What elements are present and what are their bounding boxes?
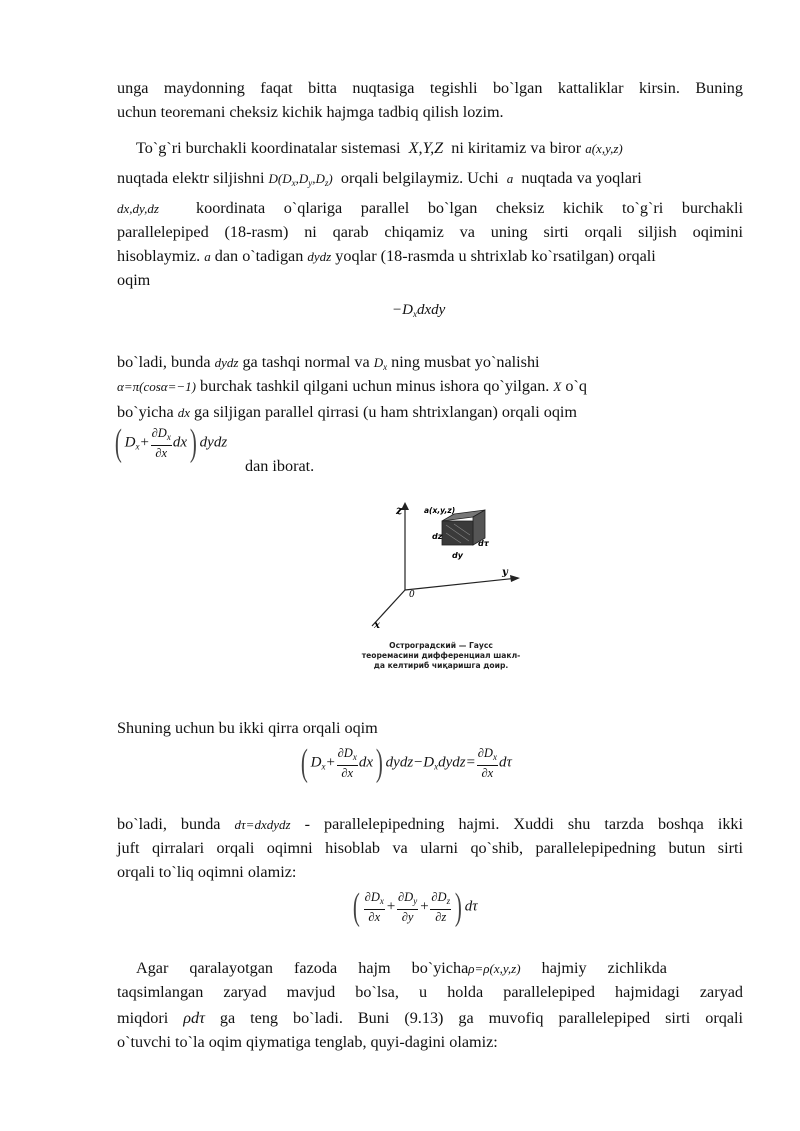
text-line: o`tuvchi to`la oqim qiymatiga tenglab, quyi-dagini olamiz: (117, 1033, 498, 1051)
origin-label: 0 (409, 590, 415, 600)
text-line: hisoblaymiz. a dan o`tadigan dydz yoqlar (18-rasmda u shtrixlab ko`rsatilgan) orqali (117, 247, 656, 265)
dtau-label: dτ (478, 539, 489, 548)
text-line: parallelepiped (18-rasm) ni qarab chiqamiz va uning sirti orqali siljish oqimini (117, 223, 743, 241)
dy-label: dy (452, 551, 463, 560)
dz-label: dz (432, 532, 443, 541)
text-line: oqim (117, 271, 151, 289)
text-line: dx,dy,dz koordinata o`qlariga parallel bo`lgan cheksiz kichik to`g`ri burchakli (117, 199, 743, 217)
text-line: taqsimlangan zaryad mavjud bo`lsa, u holda parallelepiped hajmidagi zaryad (117, 983, 743, 1001)
text-line: To`g`ri burchakli koordinatalar sistemasi X,Y,Z ni kiritamiz va biror a(x,y,z) (136, 139, 623, 157)
equation-two-faces-flux: ( $D_x+$ $\frac{\partial D_x}{\partial x}$ dx) $dydz-D_xdydz=$ $\frac{\partial D_x}{\partial x}$ dτ (300, 742, 512, 784)
point-label: a(x,y,z) (424, 506, 456, 515)
text-line: bo`ladi, bunda dτ=dxdydz - parallelepipedning hajmi. Xuddi shu tarzda boshqa ikki (117, 815, 744, 833)
text-line: dan iborat. (245, 457, 315, 475)
text-line: unga maydonning faqat bitta nuqtasiga tegishli bo`lgan kattaliklar kirsin. Buning (117, 79, 743, 97)
text-line: bo`ladi, bunda dydz ga tashqi normal va $D_x$ ning musbat yo`nalishi (117, 353, 540, 372)
text-line: juft qirralari orqali oqimni hisoblab va ularni qo`shib, parallelepipedning butun sirti (117, 839, 743, 857)
axis-y-label: y (502, 567, 508, 578)
axis-z-label: z (396, 504, 403, 517)
text-line: nuqtada elektr siljishni $D(D_x,D_y,D_z)$ orqali belgilaymiz. Uchi a nuqtada va yoqlari (117, 169, 642, 188)
text-line: Agar qaralayotgan fazoda hajm bo`yichaρ=ρ(x,y,z) hajmiy zichlikda (136, 959, 667, 977)
text-line: uchun teoremani cheksiz kichik hajmga tadbiq qilish lozim. (117, 103, 504, 121)
figure-caption: Остроградский — Гаусс теоремасини дифференциал шакл- да келтириб чиқаришга доир. (361, 641, 521, 670)
y-axis (405, 578, 518, 590)
text-line: miqdori ρdτ ga teng bo`ladi. Buni (9.13) ga muvofiq parallelepiped sirti orqali (117, 1009, 744, 1027)
equation-flux-shifted: ( $D_x+$ $\frac{\partial D_x}{\partial x}$ dx) dydz (114, 422, 228, 464)
axis-x-label: x (374, 620, 380, 631)
equation-flux-minus: $-D_xdxdy$ (392, 302, 446, 319)
equation-total-flux: ( $\frac{\partial D_x}{\partial x}$ + $\frac{\partial D_y}{\partial y}$ + $\frac{\partial D_z}{\partial z}$ ) dτ (352, 886, 478, 928)
text-line: Shuning uchun bu ikki qirra orqali oqim (117, 719, 378, 737)
text-line: bo`yicha dx ga siljigan parallel qirrasi (u ham shtrixlangan) orqali oqim (117, 403, 578, 421)
text-line: orqali to`liq oqimni olamiz: (117, 863, 297, 881)
text-line: α=π(cosα=−1) burchak tashkil qilgani uchun minus ishora qo`yilgan. X o`q (117, 377, 587, 395)
